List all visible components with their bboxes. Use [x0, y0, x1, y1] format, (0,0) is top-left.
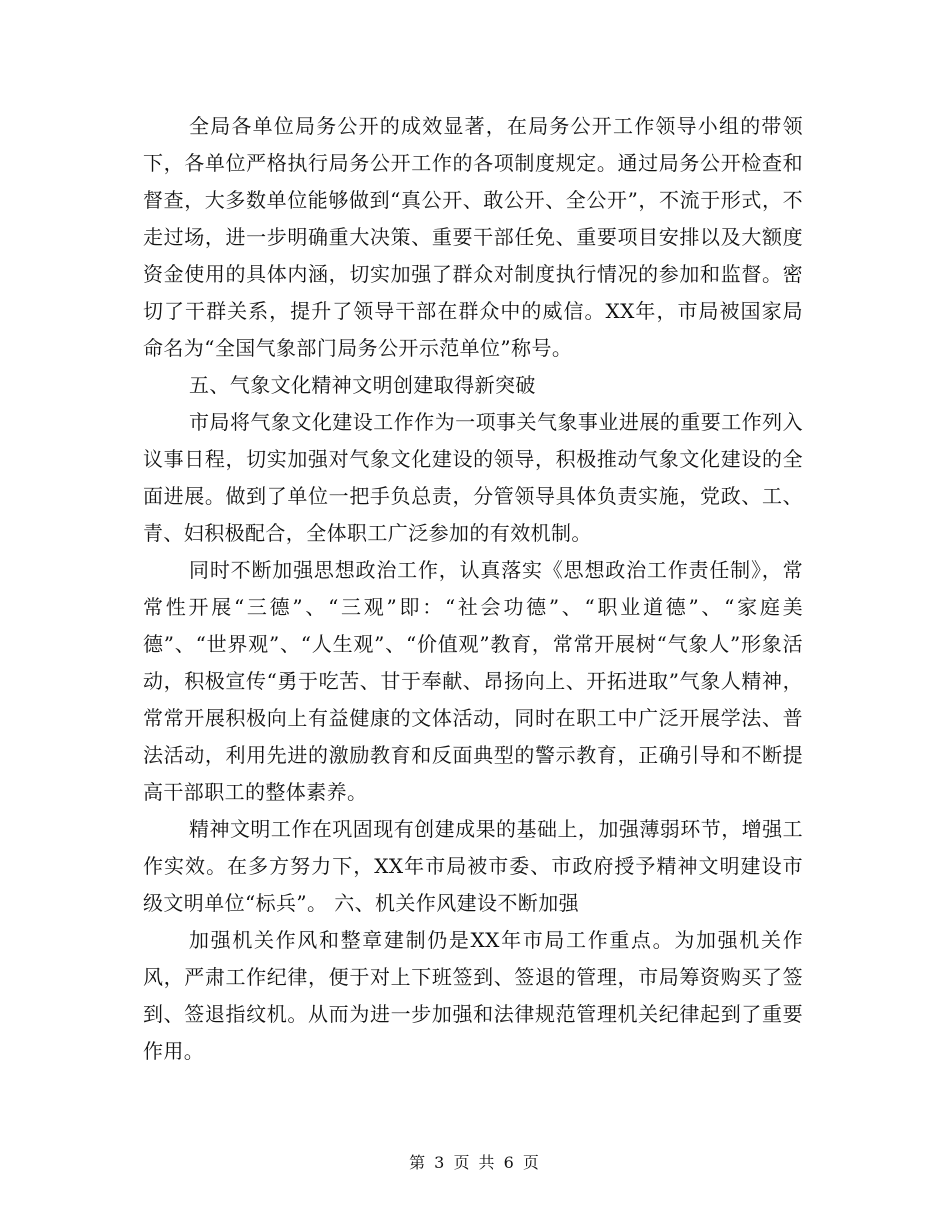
document-body: [143, 108, 803, 1070]
paragraph-meteorological-culture: 市局将气象文化建设工作作为一项事关气象事业进展的重要工作列入议事日程，切实加强对气象文化建设的领导，积极推动气象文化建设的全面进展。做到了单位一把手负总责，分管领导具体负责实施，党政、工、青、妇积极配合，全体职工广泛参加的有效机制。: [143, 410, 803, 545]
paragraph-spiritual-civilization: 精神文明工作在巩固现有创建成果的基础上，加强薄弱环节，增强工作实效。在多方努力下，XX年市局被市委、市政府授予精神文明建设市级文明单位“标兵”。 六、机关作风建设不断加强: [143, 817, 803, 915]
page-number-footer: 第 3 页 共 6 页: [409, 1153, 541, 1172]
section-heading-five: 五、气象文化精神文明创建取得新突破: [189, 373, 536, 397]
paragraph-bureau-affairs-openness: 全局各单位局务公开的成效显著，在局务公开工作领导小组的带领下，各单位严格执行局务公开工作的各项制度规定。通过局务公开检查和督查，大多数单位能够做到“真公开、敢公开、全公开”，不流于形式，不走过场，进一步明确重大决策、重要干部任免、重要项目安排以及大额度资金使用的具体内涵，切实加强了群众对制度执行情况的参加和监督。密切了干群关系，提升了领导干部在群众中的威信。XX年，市局被国家局命名为“全国气象部门局务公开示范单位”称号。: [143, 114, 803, 360]
paragraph-organ-style: 加强机关作风和整章建制仍是XX年市局工作重点。为加强机关作风，严肃工作纪律，便于对上下班签到、签退的管理，市局筹资购买了签到、签退指纹机。从而为进一步加强和法律规范管理机关纪律起到了重要作用。: [143, 928, 803, 1063]
paragraph-ideological-work: 同时不断加强思想政治工作，认真落实《思想政治工作责任制》，常常性开展“三德”、“三观”即：“社会功德”、“职业道德”、“家庭美德”、“世界观”、“人生观”、“价值观”教育，常常开展树“气象人”形象活动，积极宣传“勇于吃苦、甘于奉献、昂扬向上、开拓进取”气象人精神，常常开展积极向上有益健康的文体活动，同时在职工中广泛开展学法、普法活动，利用先进的激励教育和反面典型的警示教育，正确引导和不断提高干部职工的整体素养。: [143, 558, 803, 804]
